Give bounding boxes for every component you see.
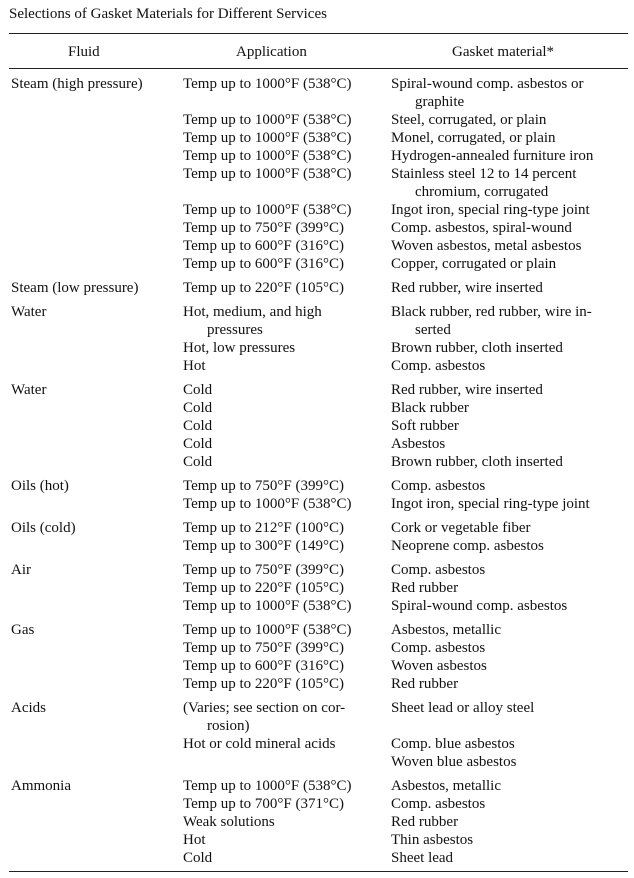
application-cell: Cold — [183, 454, 213, 470]
application-cell: Cold — [183, 400, 213, 416]
fluid-cell: Gas — [11, 622, 35, 638]
gasket-material-cell: Red rubber — [391, 814, 459, 830]
gasket-material-cell: Stainless steel 12 to 14 percent — [391, 166, 577, 182]
application-cell: Temp up to 1000°F (538°C) — [183, 598, 352, 614]
application-cell: Temp up to 220°F (105°C) — [183, 280, 344, 296]
application-cell: Temp up to 600°F (316°C) — [183, 256, 344, 272]
application-cell: Temp up to 1000°F (538°C) — [183, 622, 352, 638]
gasket-material-cell: Woven asbestos — [391, 658, 487, 674]
application-cell: Temp up to 300°F (149°C) — [183, 538, 344, 554]
gasket-material-cell: Black rubber — [391, 400, 469, 416]
application-cell: Temp up to 700°F (371°C) — [183, 796, 344, 812]
gasket-material-cell: Sheet lead — [391, 850, 454, 866]
fluid-cell: Steam (high pressure) — [11, 76, 143, 92]
fluid-cell: Steam (low pressure) — [11, 280, 139, 296]
gasket-material-cell: Black rubber, red rubber, wire in- — [391, 304, 592, 320]
fluid-cell: Water — [11, 304, 47, 320]
gasket-material-cell: Comp. asbestos — [391, 358, 486, 374]
fluid-cell: Ammonia — [11, 778, 71, 794]
application-cell: Temp up to 1000°F (538°C) — [183, 778, 352, 794]
bottom-rule — [9, 871, 628, 872]
application-cell: Temp up to 1000°F (538°C) — [183, 496, 352, 512]
fluid-cell: Acids — [11, 700, 46, 716]
application-cell: Temp up to 1000°F (538°C) — [183, 148, 352, 164]
application-cell: Cold — [183, 850, 213, 866]
application-cell: Temp up to 1000°F (538°C) — [183, 112, 352, 128]
application-cell: Temp up to 212°F (100°C) — [183, 520, 344, 536]
application-cell: Temp up to 750°F (399°C) — [183, 640, 344, 656]
gasket-material-cell: Red rubber, wire inserted — [391, 280, 543, 296]
gasket-material-cell: Neoprene comp. asbestos — [391, 538, 544, 554]
gasket-material-cell: Ingot iron, special ring-type joint — [391, 202, 590, 218]
gasket-material-cell: Asbestos — [391, 436, 446, 452]
header-gasket-material: Gasket material* — [452, 44, 555, 60]
application-cell: Temp up to 220°F (105°C) — [183, 580, 344, 596]
application-cell: Temp up to 750°F (399°C) — [183, 562, 344, 578]
gasket-material-cell: Red rubber, wire inserted — [391, 382, 543, 398]
application-cell: Temp up to 220°F (105°C) — [183, 676, 344, 692]
application-cell: Temp up to 750°F (399°C) — [183, 478, 344, 494]
gasket-material-cell: Spiral-wound comp. asbestos or — [391, 76, 584, 92]
application-cell: (Varies; see section on cor- — [183, 700, 346, 716]
header-application: Application — [236, 44, 307, 60]
gasket-material-cell: Red rubber — [391, 676, 459, 692]
gasket-material-cell: Woven blue asbestos — [391, 754, 517, 770]
gasket-material-cell: Red rubber — [391, 580, 459, 596]
table-caption: Selections of Gasket Materials for Different Services — [9, 6, 327, 22]
header-fluid: Fluid — [68, 44, 100, 60]
application-cell: Weak solutions — [183, 814, 275, 830]
gasket-material-cell: graphite — [415, 94, 465, 110]
gasket-material-cell: Asbestos, metallic — [391, 778, 501, 794]
gasket-material-cell: Monel, corrugated, or plain — [391, 130, 556, 146]
application-cell: pressures — [207, 322, 263, 338]
gasket-material-cell: Comp. asbestos — [391, 796, 486, 812]
fluid-cell: Oils (hot) — [11, 478, 69, 494]
gasket-material-cell: Soft rubber — [391, 418, 459, 434]
gasket-material-cell: Brown rubber, cloth inserted — [391, 454, 563, 470]
application-cell: Temp up to 1000°F (538°C) — [183, 76, 352, 92]
gasket-material-cell: Hydrogen-annealed furniture iron — [391, 148, 594, 164]
fluid-cell: Water — [11, 382, 47, 398]
top-rule — [9, 33, 628, 34]
application-cell: rosion) — [207, 718, 250, 734]
gasket-material-cell: chromium, corrugated — [415, 184, 549, 200]
gasket-material-cell: Cork or vegetable fiber — [391, 520, 531, 536]
gasket-material-cell: Comp. asbestos, spiral-wound — [391, 220, 572, 236]
application-cell: Hot, medium, and high — [183, 304, 322, 320]
application-cell: Hot — [183, 358, 206, 374]
header-rule — [9, 68, 628, 69]
application-cell: Temp up to 750°F (399°C) — [183, 220, 344, 236]
fluid-cell: Oils (cold) — [11, 520, 76, 536]
application-cell: Temp up to 600°F (316°C) — [183, 658, 344, 674]
gasket-material-cell: Copper, corrugated or plain — [391, 256, 557, 272]
gasket-material-cell: Comp. asbestos — [391, 562, 486, 578]
application-cell: Cold — [183, 382, 213, 398]
gasket-material-cell: Woven asbestos, metal asbestos — [391, 238, 582, 254]
application-cell: Cold — [183, 436, 213, 452]
gasket-material-cell: Brown rubber, cloth inserted — [391, 340, 563, 356]
gasket-material-cell: Steel, corrugated, or plain — [391, 112, 547, 128]
fluid-cell: Air — [11, 562, 31, 578]
gasket-material-cell: Comp. asbestos — [391, 640, 486, 656]
application-cell: Hot, low pressures — [183, 340, 296, 356]
application-cell: Temp up to 1000°F (538°C) — [183, 166, 352, 182]
gasket-material-cell: Spiral-wound comp. asbestos — [391, 598, 568, 614]
gasket-material-cell: Comp. asbestos — [391, 478, 486, 494]
gasket-material-cell: Thin asbestos — [391, 832, 474, 848]
application-cell: Temp up to 1000°F (538°C) — [183, 130, 352, 146]
gasket-material-cell: serted — [415, 322, 451, 338]
application-cell: Temp up to 600°F (316°C) — [183, 238, 344, 254]
application-cell: Cold — [183, 418, 213, 434]
application-cell: Temp up to 1000°F (538°C) — [183, 202, 352, 218]
application-cell: Hot or cold mineral acids — [183, 736, 336, 752]
gasket-material-cell: Comp. blue asbestos — [391, 736, 515, 752]
gasket-material-cell: Ingot iron, special ring-type joint — [391, 496, 590, 512]
gasket-material-cell: Sheet lead or alloy steel — [391, 700, 535, 716]
application-cell: Hot — [183, 832, 206, 848]
gasket-material-cell: Asbestos, metallic — [391, 622, 501, 638]
